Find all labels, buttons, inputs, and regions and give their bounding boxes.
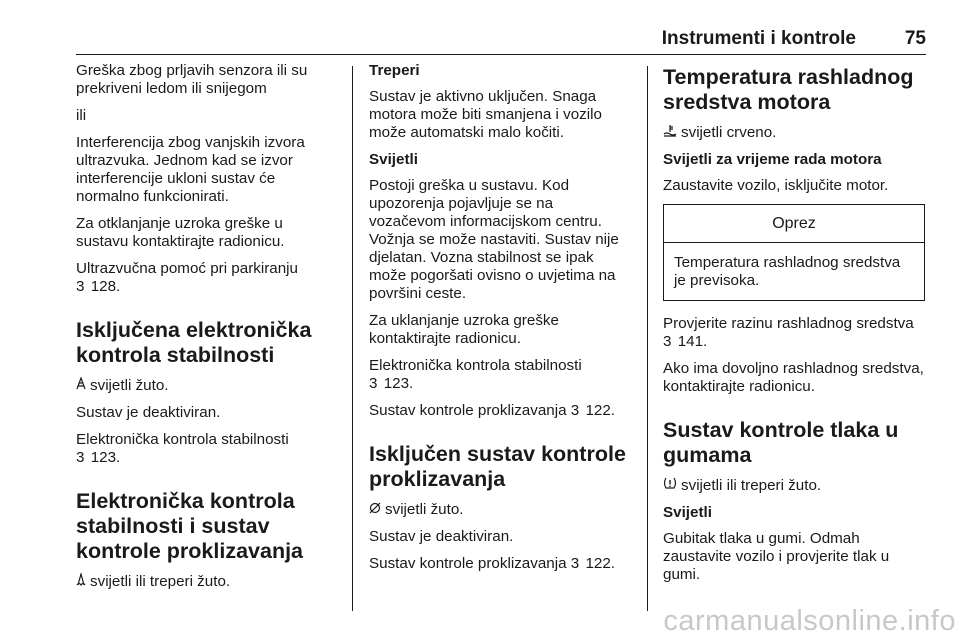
paragraph bbox=[369, 501, 631, 519]
text: Elektronička kontrola stabilnosti bbox=[76, 431, 289, 448]
paragraph: ili bbox=[76, 107, 87, 124]
paragraph: Sustav je deaktiviran. bbox=[76, 404, 221, 421]
paragraph bbox=[76, 260, 338, 296]
column-divider bbox=[647, 66, 648, 611]
esp-off-icon bbox=[76, 377, 86, 395]
column-3 bbox=[663, 62, 925, 593]
reference-arrow-icon: 3 bbox=[570, 402, 580, 419]
reference-arrow-icon: 3 bbox=[663, 333, 672, 350]
paragraph bbox=[663, 315, 925, 351]
page-reference[interactable]: 128. bbox=[90, 278, 121, 295]
reference-arrow-icon: 3 bbox=[76, 449, 85, 466]
column-2 bbox=[369, 62, 631, 582]
section-heading: Isključen sustav kontrole proklizavanja bbox=[369, 442, 626, 491]
text: svijetli ili treperi žuto. bbox=[90, 573, 231, 590]
coolant-temp-icon bbox=[663, 124, 677, 142]
section-heading: Isključena elektronička kontrola stabilnosti bbox=[76, 318, 312, 367]
paragraph: Greška zbog prljavih senzora ili su prekriveni ledom ili snijegom bbox=[76, 62, 308, 97]
header-title: Instrumenti i kontrole bbox=[661, 28, 856, 49]
paragraph: Postoji greška u sustavu. Kod upozorenja pojavljuje se na vozačevom informacijskom centru. Vožnja se može nastaviti. Sustav nije djelatan. Vozna stabilnost se ipak može pogoršati ovisno o uvjetima na površini ceste. bbox=[369, 177, 619, 302]
text: svijetli žuto. bbox=[385, 501, 464, 518]
page-reference[interactable]: 123. bbox=[90, 449, 121, 466]
esp-icon bbox=[76, 573, 86, 591]
tc-off-icon bbox=[369, 501, 381, 519]
header-rule bbox=[76, 54, 926, 55]
caution-box bbox=[663, 204, 925, 301]
caution-body: Temperatura rashladnog sredstva je previsoka. bbox=[674, 254, 901, 289]
text: Provjerite razinu rashladnog sredstva bbox=[663, 315, 914, 332]
paragraph: Sustav je aktivno uključen. Snaga motora može biti smanjena i vozilo može automatski malo kočiti. bbox=[369, 88, 602, 141]
section-heading: Temperatura rashladnog sredstva motora bbox=[663, 65, 914, 114]
text: Sustav kontrole proklizavanja bbox=[369, 555, 567, 572]
reference-arrow-icon: 3 bbox=[76, 278, 85, 295]
column-divider bbox=[352, 66, 353, 611]
subheading: Svijetli za vrijeme rada motora bbox=[663, 151, 882, 168]
text: Elektronička kontrola stabilnosti bbox=[369, 357, 582, 374]
section-heading: Elektronička kontrola stabilnosti i sustav kontrole proklizavanja bbox=[76, 489, 304, 563]
watermark: carmanualsonline.info bbox=[663, 605, 956, 637]
page-reference[interactable]: 122. bbox=[585, 402, 616, 419]
paragraph: Za otklanjanje uzroka greške u sustavu kontaktirajte radionicu. bbox=[76, 215, 285, 250]
paragraph bbox=[76, 377, 338, 395]
text: svijetli crveno. bbox=[681, 124, 777, 141]
paragraph: Za uklanjanje uzroka greške kontaktirajte radionicu. bbox=[369, 312, 559, 347]
paragraph bbox=[663, 124, 925, 142]
page-header bbox=[76, 28, 926, 50]
paragraph: Ako ima dovoljno rashladnog sredstva, kontaktirajte radionicu. bbox=[663, 360, 924, 395]
paragraph bbox=[76, 431, 338, 467]
paragraph bbox=[663, 477, 925, 495]
subheading: Svijetli bbox=[663, 504, 712, 521]
column-1 bbox=[76, 62, 338, 600]
page-reference[interactable]: 122. bbox=[585, 555, 616, 572]
paragraph bbox=[369, 402, 631, 420]
section-heading: Sustav kontrole tlaka u gumama bbox=[663, 418, 899, 467]
reference-arrow-icon: 3 bbox=[570, 555, 580, 572]
paragraph bbox=[369, 357, 631, 393]
paragraph: Zaustavite vozilo, isključite motor. bbox=[663, 177, 889, 194]
text: Sustav kontrole proklizavanja bbox=[369, 402, 567, 419]
caution-title: Oprez bbox=[664, 205, 924, 243]
paragraph bbox=[369, 555, 631, 573]
page-reference[interactable]: 123. bbox=[383, 375, 414, 392]
paragraph: Interferencija zbog vanjskih izvora ultrazvuka. Jednom kad se izvor interferencije ukloni sustav će normalno funkcionirati. bbox=[76, 134, 305, 205]
reference-arrow-icon: 3 bbox=[369, 375, 378, 392]
page-number: 75 bbox=[904, 28, 926, 49]
page-reference[interactable]: 141. bbox=[677, 333, 708, 350]
text: svijetli žuto. bbox=[90, 377, 169, 394]
paragraph: Gubitak tlaka u gumi. Odmah zaustavite vozilo i provjerite tlak u gumi. bbox=[663, 530, 890, 583]
paragraph: Sustav je deaktiviran. bbox=[369, 528, 514, 545]
subheading: Treperi bbox=[369, 62, 420, 79]
text: Ultrazvučna pomoć pri parkiranju bbox=[76, 260, 298, 277]
text: svijetli ili treperi žuto. bbox=[681, 477, 822, 494]
paragraph bbox=[76, 573, 338, 591]
tpms-icon bbox=[663, 477, 677, 495]
subheading: Svijetli bbox=[369, 151, 418, 168]
